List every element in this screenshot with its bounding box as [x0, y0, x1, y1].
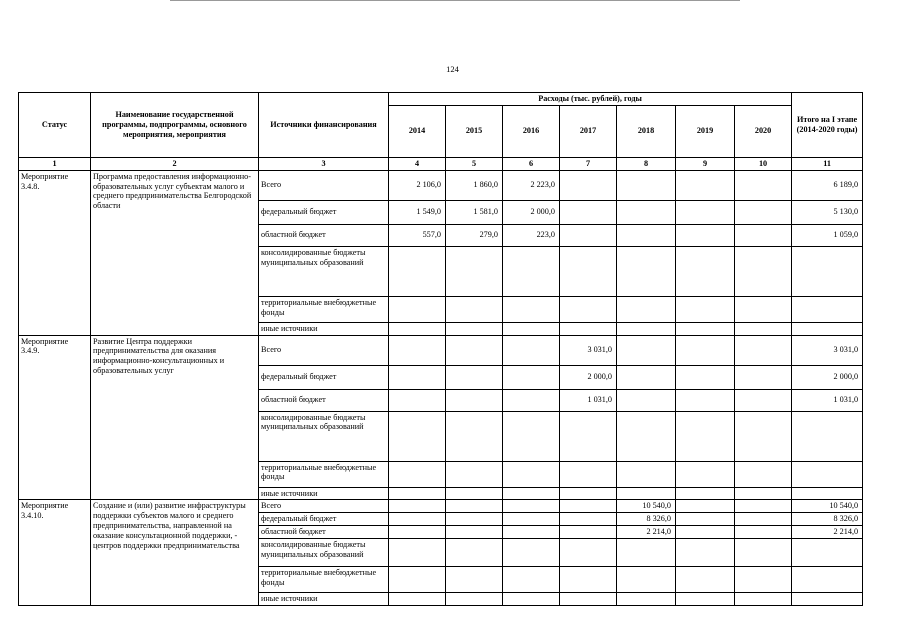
year-value — [735, 246, 792, 296]
row-total: 1 059,0 — [792, 224, 863, 246]
column-number: 8 — [617, 157, 676, 170]
year-value — [446, 566, 503, 592]
year-value — [503, 461, 560, 487]
year-value — [676, 224, 735, 246]
year-value — [389, 538, 446, 566]
table-row — [19, 500, 863, 513]
year-value — [446, 365, 503, 389]
column-number: 3 — [259, 157, 389, 170]
year-value — [676, 566, 735, 592]
year-value — [735, 487, 792, 500]
year-value — [676, 592, 735, 605]
row-total — [792, 322, 863, 335]
funding-source: консолидированные бюджеты муниципальных образований — [259, 411, 389, 461]
year-value — [389, 513, 446, 526]
column-number: 4 — [389, 157, 446, 170]
column-number: 5 — [446, 157, 503, 170]
funding-source: федеральный бюджет — [259, 513, 389, 526]
year-value — [617, 461, 676, 487]
page-number: 124 — [446, 64, 459, 74]
year-value: 8 326,0 — [617, 513, 676, 526]
funding-source: консолидированные бюджеты муниципальных образований — [259, 538, 389, 566]
year-value — [560, 513, 617, 526]
header-year: 2020 — [735, 105, 792, 157]
year-value — [503, 246, 560, 296]
year-value — [735, 296, 792, 322]
year-value — [676, 200, 735, 224]
year-value — [503, 500, 560, 513]
year-value: 279,0 — [446, 224, 503, 246]
funding-source: федеральный бюджет — [259, 365, 389, 389]
year-value: 2 223,0 — [503, 170, 560, 200]
year-value — [735, 538, 792, 566]
year-value: 1 549,0 — [389, 200, 446, 224]
column-number: 7 — [560, 157, 617, 170]
year-value: 557,0 — [389, 224, 446, 246]
year-value — [446, 246, 503, 296]
year-value — [735, 411, 792, 461]
year-value — [389, 296, 446, 322]
year-value: 1 031,0 — [560, 389, 617, 411]
year-value: 2 106,0 — [389, 170, 446, 200]
year-value — [503, 566, 560, 592]
year-value — [503, 526, 560, 539]
year-value — [446, 500, 503, 513]
column-number: 10 — [735, 157, 792, 170]
header-expenses: Расходы (тыс. рублей), годы — [389, 93, 792, 106]
row-total — [792, 461, 863, 487]
year-value — [735, 513, 792, 526]
row-total — [792, 592, 863, 605]
event-status: Мероприятие 3.4.8. — [19, 170, 91, 335]
year-value — [676, 513, 735, 526]
column-number: 11 — [792, 157, 863, 170]
funding-source: территориальные внебюджетные фонды — [259, 461, 389, 487]
year-value — [676, 487, 735, 500]
year-value — [560, 296, 617, 322]
row-total: 2 214,0 — [792, 526, 863, 539]
year-value — [676, 500, 735, 513]
year-value: 2 000,0 — [560, 365, 617, 389]
year-value — [503, 487, 560, 500]
row-total — [792, 487, 863, 500]
year-value — [735, 200, 792, 224]
header-name: Наименование государственной программы, подпрограммы, основного мероприятия, мероприятия — [91, 93, 259, 158]
year-value — [735, 461, 792, 487]
row-total: 2 000,0 — [792, 365, 863, 389]
year-value — [617, 411, 676, 461]
row-total: 8 326,0 — [792, 513, 863, 526]
event-name: Создание и (или) развитие инфраструктуры поддержки субъектов малого и среднего предпринимательства, направленной на оказание консультационной поддержки, - центров поддержки предпринимательства — [91, 500, 259, 605]
year-value: 1 860,0 — [446, 170, 503, 200]
column-number: 9 — [676, 157, 735, 170]
column-number: 2 — [91, 157, 259, 170]
year-value: 10 540,0 — [617, 500, 676, 513]
event-status: Мероприятие 3.4.10. — [19, 500, 91, 605]
year-value — [617, 246, 676, 296]
year-value — [560, 322, 617, 335]
row-total — [792, 566, 863, 592]
funding-source: областной бюджет — [259, 389, 389, 411]
year-value — [617, 224, 676, 246]
funding-source: иные источники — [259, 592, 389, 605]
year-value — [389, 389, 446, 411]
year-value — [735, 592, 792, 605]
year-value — [560, 538, 617, 566]
funding-source: областной бюджет — [259, 224, 389, 246]
year-value — [503, 513, 560, 526]
year-value — [676, 246, 735, 296]
year-value — [676, 335, 735, 365]
year-value — [446, 389, 503, 411]
funding-source: Всего — [259, 170, 389, 200]
year-value — [560, 500, 617, 513]
header-year: 2016 — [503, 105, 560, 157]
funding-source: иные источники — [259, 322, 389, 335]
year-value — [446, 411, 503, 461]
year-value — [617, 538, 676, 566]
year-value — [676, 461, 735, 487]
year-value — [446, 487, 503, 500]
year-value — [560, 566, 617, 592]
year-value — [389, 500, 446, 513]
year-value — [389, 566, 446, 592]
year-value — [676, 538, 735, 566]
row-total: 6 189,0 — [792, 170, 863, 200]
year-value — [617, 566, 676, 592]
year-value — [389, 592, 446, 605]
funding-source: территориальные внебюджетные фонды — [259, 566, 389, 592]
year-value — [560, 246, 617, 296]
header-year: 2018 — [617, 105, 676, 157]
year-value — [735, 322, 792, 335]
year-value — [503, 365, 560, 389]
year-value — [735, 335, 792, 365]
event-name: Развитие Центра поддержки предпринимательства для оказания информационно-консультационных и образовательных услуг — [91, 335, 259, 500]
column-number: 6 — [503, 157, 560, 170]
year-value — [560, 461, 617, 487]
year-value: 3 031,0 — [560, 335, 617, 365]
year-value — [560, 170, 617, 200]
event-status: Мероприятие 3.4.9. — [19, 335, 91, 500]
year-value — [446, 296, 503, 322]
year-value — [676, 526, 735, 539]
year-value — [617, 200, 676, 224]
year-value — [503, 592, 560, 605]
year-value — [446, 526, 503, 539]
year-value — [560, 200, 617, 224]
year-value — [676, 322, 735, 335]
year-value — [617, 365, 676, 389]
row-total: 3 031,0 — [792, 335, 863, 365]
year-value — [389, 335, 446, 365]
funding-source: Всего — [259, 335, 389, 365]
table-row — [19, 335, 863, 365]
year-value — [676, 389, 735, 411]
funding-source: федеральный бюджет — [259, 200, 389, 224]
year-value — [735, 389, 792, 411]
year-value — [617, 487, 676, 500]
year-value — [446, 322, 503, 335]
header-year: 2014 — [389, 105, 446, 157]
year-value — [560, 487, 617, 500]
year-value — [560, 592, 617, 605]
row-total — [792, 246, 863, 296]
row-total: 10 540,0 — [792, 500, 863, 513]
header-year: 2017 — [560, 105, 617, 157]
year-value — [503, 411, 560, 461]
year-value — [503, 335, 560, 365]
year-value — [617, 335, 676, 365]
year-value — [676, 170, 735, 200]
year-value — [389, 461, 446, 487]
year-value — [503, 322, 560, 335]
year-value — [503, 389, 560, 411]
year-value — [676, 296, 735, 322]
funding-source: Всего — [259, 500, 389, 513]
year-value — [735, 500, 792, 513]
year-value — [617, 592, 676, 605]
expenses-table — [18, 92, 863, 606]
year-value: 1 581,0 — [446, 200, 503, 224]
top-rule — [170, 0, 740, 1]
year-value — [446, 335, 503, 365]
funding-source: иные источники — [259, 487, 389, 500]
year-value — [617, 170, 676, 200]
year-value — [735, 526, 792, 539]
year-value — [446, 538, 503, 566]
year-value — [676, 365, 735, 389]
year-value: 2 000,0 — [503, 200, 560, 224]
header-year: 2015 — [446, 105, 503, 157]
table-row — [19, 170, 863, 200]
header-status: Статус — [19, 93, 91, 158]
year-value — [446, 461, 503, 487]
year-value: 2 214,0 — [617, 526, 676, 539]
event-name: Программа предоставления информационно-образовательных услуг субъектам малого и среднего предпринимательства Белгородской области — [91, 170, 259, 335]
header-sources: Источники финансирования — [259, 93, 389, 158]
year-value — [560, 224, 617, 246]
funding-source: территориальные внебюджетные фонды — [259, 296, 389, 322]
year-value — [735, 566, 792, 592]
funding-source: областной бюджет — [259, 526, 389, 539]
year-value — [735, 365, 792, 389]
header-year: 2019 — [676, 105, 735, 157]
row-total: 1 031,0 — [792, 389, 863, 411]
row-total — [792, 296, 863, 322]
year-value — [676, 411, 735, 461]
year-value — [389, 411, 446, 461]
row-total: 5 130,0 — [792, 200, 863, 224]
year-value — [735, 170, 792, 200]
year-value — [446, 513, 503, 526]
year-value — [389, 526, 446, 539]
year-value — [389, 322, 446, 335]
funding-source: консолидированные бюджеты муниципальных образований — [259, 246, 389, 296]
year-value — [617, 389, 676, 411]
column-number: 1 — [19, 157, 91, 170]
year-value — [389, 365, 446, 389]
year-value — [503, 538, 560, 566]
year-value — [503, 296, 560, 322]
year-value — [617, 322, 676, 335]
header-total: Итого на I этапе (2014-2020 годы) — [792, 93, 863, 158]
year-value — [735, 224, 792, 246]
row-total — [792, 411, 863, 461]
row-total — [792, 538, 863, 566]
year-value — [617, 296, 676, 322]
year-value — [389, 246, 446, 296]
year-value — [560, 526, 617, 539]
year-value — [560, 411, 617, 461]
year-value — [389, 487, 446, 500]
year-value — [446, 592, 503, 605]
year-value: 223,0 — [503, 224, 560, 246]
